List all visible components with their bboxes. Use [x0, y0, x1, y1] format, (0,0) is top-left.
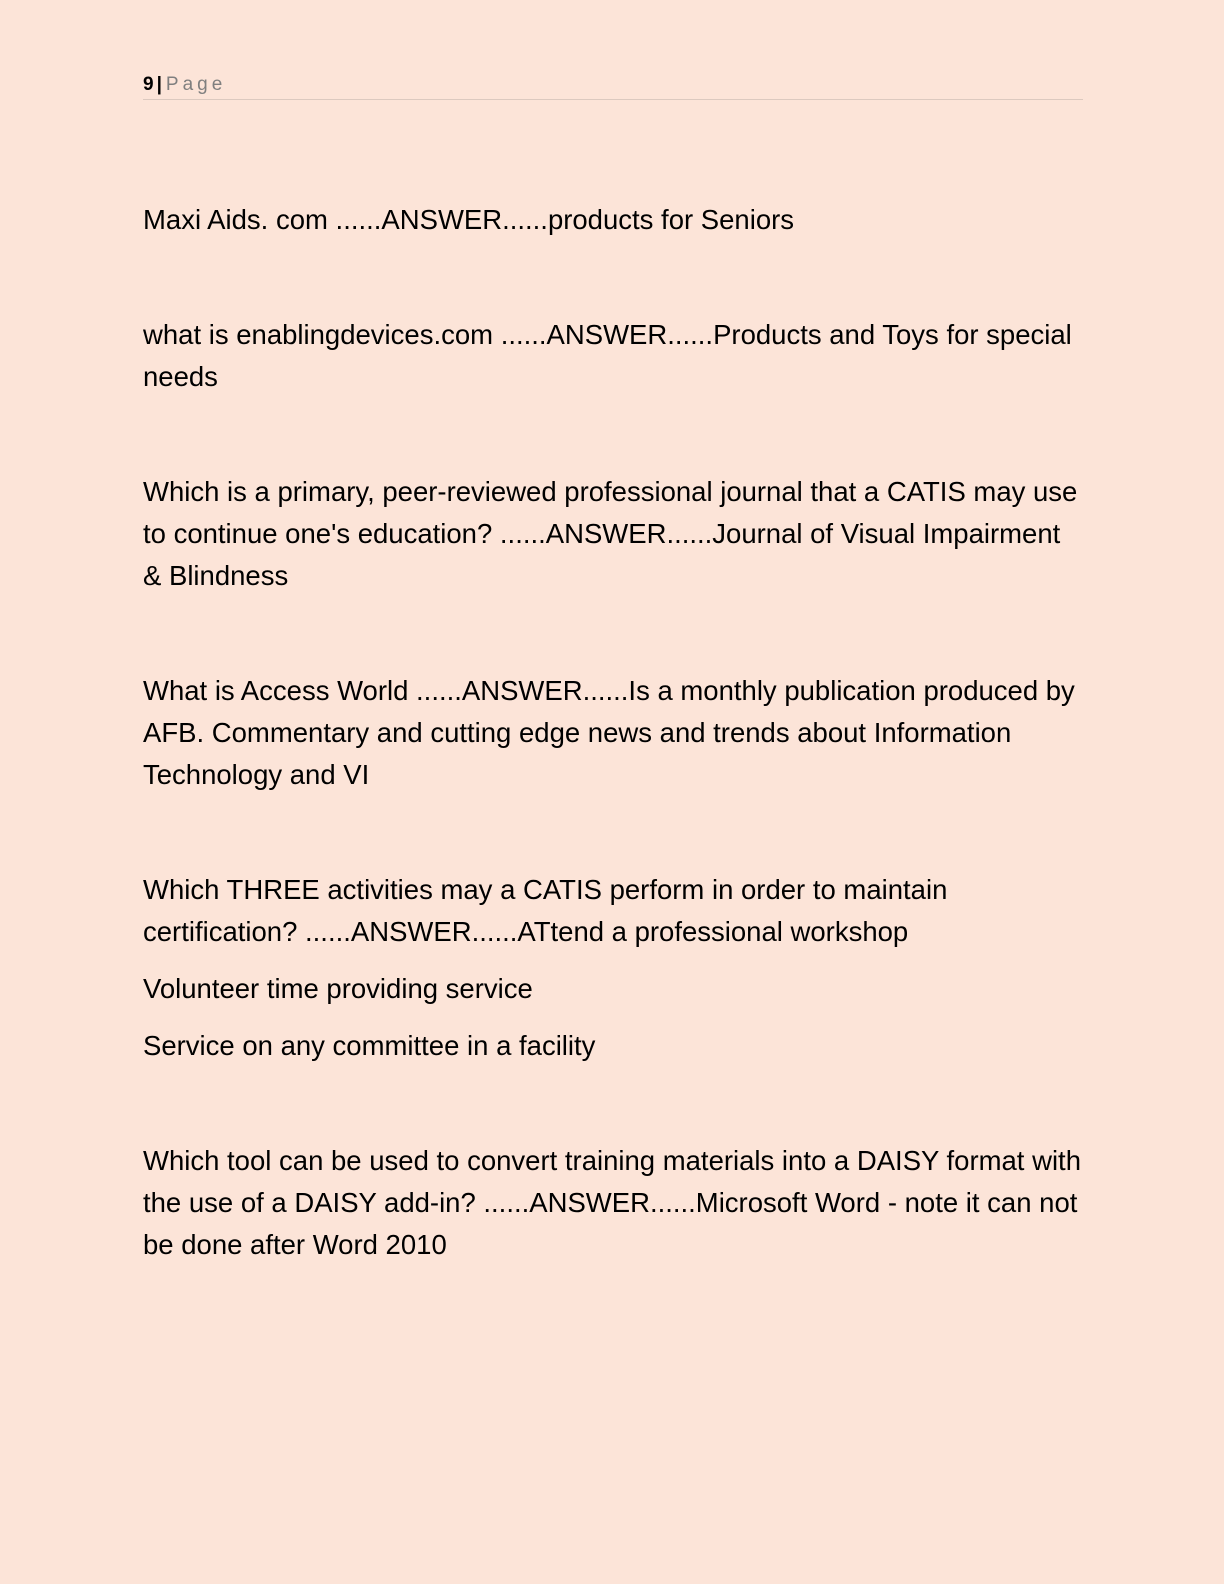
page-number: 9: [143, 74, 154, 95]
qa-entry-4: What is Access World ......ANSWER......Is a monthly publication produced by AFB. Commentary and cutting edge news and trends about Information Technology and VI: [143, 675, 1075, 790]
qa-entry-5-answer-line-3: Service on any committee in a facility: [143, 1030, 596, 1061]
qa-entry-6: Which tool can be used to convert training materials into a DAISY format with the use of a DAISY add-in? ......ANSWER......Microsoft Word - note it can not be done after Word 2010: [143, 1145, 1081, 1260]
page-separator: |: [156, 74, 162, 95]
qa-entry-5: Which THREE activities may a CATIS perform in order to maintain certification? ......ANSWER......ATtend a professional workshop: [143, 874, 948, 947]
qa-entry-2: what is enablingdevices.com ......ANSWER......Products and Toys for special needs: [143, 319, 1072, 392]
page-header: [143, 72, 1083, 100]
page-label: Page: [165, 74, 227, 95]
qa-entry-1: Maxi Aids. com ......ANSWER......products for Seniors: [143, 204, 795, 235]
qa-entry-5-answer-line-2: Volunteer time providing service: [143, 973, 533, 1004]
document-body: [143, 199, 1083, 1266]
qa-entry-3: Which is a primary, peer-reviewed professional journal that a CATIS may use to continue one's education? ......ANSWER......Journal of Visual Impairment & Blindness: [143, 476, 1078, 591]
